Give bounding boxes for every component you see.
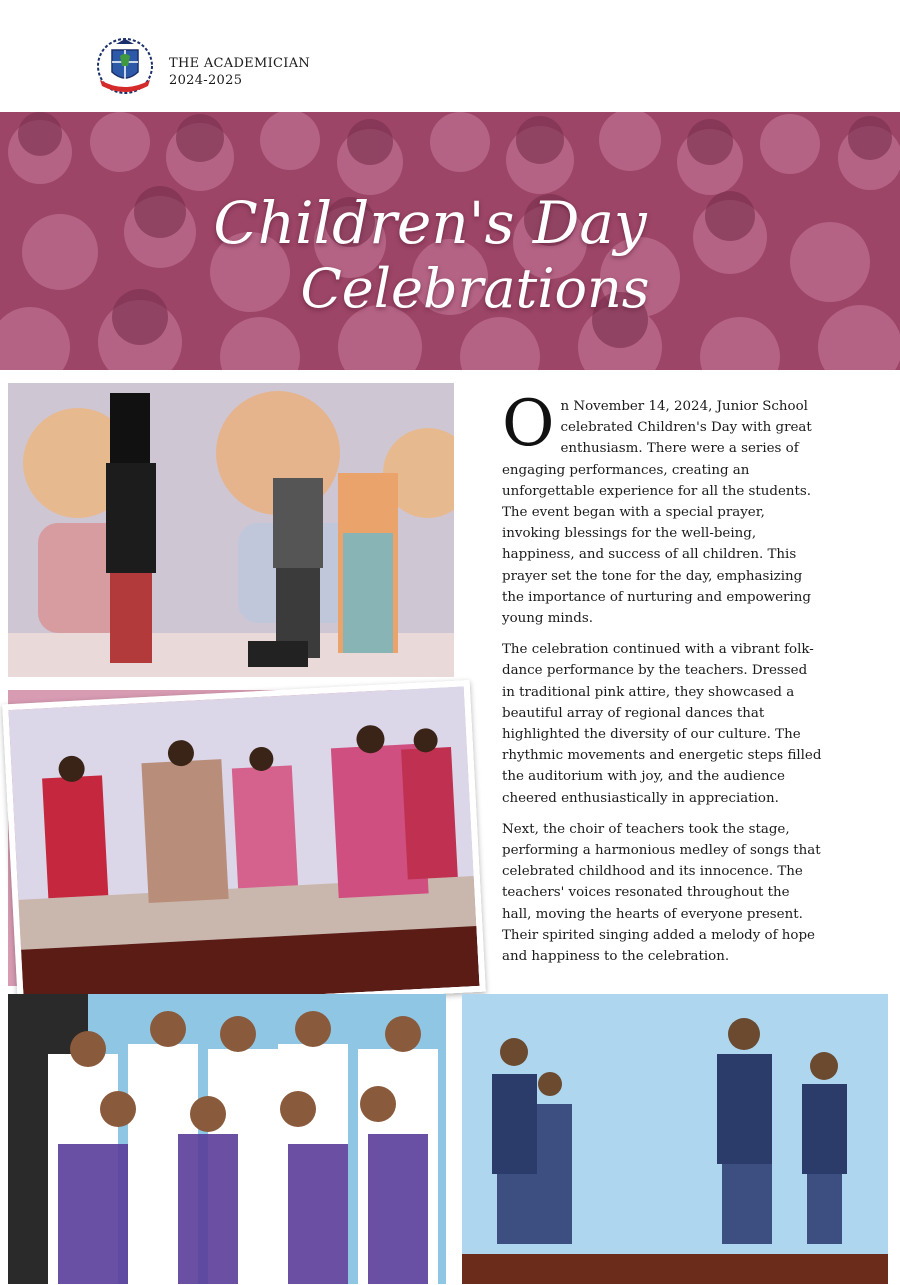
article-body — [502, 387, 822, 977]
paragraph-1-text: n November 14, 2024, Junior School celebrated Children's Day with great enthusiasm. There were a series of engaging performances, creating an unforgettable experience for all the students. The event began with a special prayer, invoking blessings for the well-being, happiness, and success of all children. This prayer set the tone for the day, emphasizing the importance of nurturing and empowering young minds. — [502, 399, 812, 627]
article-paragraph-3: Next, the choir of teachers took the stage, performing a harmonious medley of songs that celebrated childhood and its innocence. The teachers' voices resonated throughout the hall, moving the hearts of everyone present. Their spirited singing added a melody of hope and happiness to the celebration. — [502, 821, 821, 965]
title-banner — [0, 112, 900, 370]
title-line-2: Celebrations — [300, 257, 650, 320]
article-paragraph-1 — [502, 387, 822, 629]
article-paragraph-2: The celebration continued with a vibrant folk-dance performance by the teachers. Dressed in traditional pink attire, they showcased a beautiful array of regional dances that highlighted the diversity of our culture. The rhythmic movements and energetic steps filled the auditorium with joy, and the audience cheered enthusiastically in appreciation. — [502, 642, 822, 806]
folk-dance-photo — [2, 680, 486, 1016]
publication-title: THE ACADEMICIAN — [169, 56, 311, 71]
page-title — [0, 190, 900, 322]
publication-year: 2024-2025 — [169, 73, 243, 88]
dance-performance-photo — [462, 994, 888, 1284]
title-line-1: Children's Day — [213, 189, 647, 257]
publication-header — [169, 55, 310, 89]
drop-cap: O — [502, 387, 555, 461]
choir-photo — [8, 994, 446, 1284]
school-crest-icon — [92, 36, 158, 98]
stage-performance-photo — [8, 383, 454, 677]
